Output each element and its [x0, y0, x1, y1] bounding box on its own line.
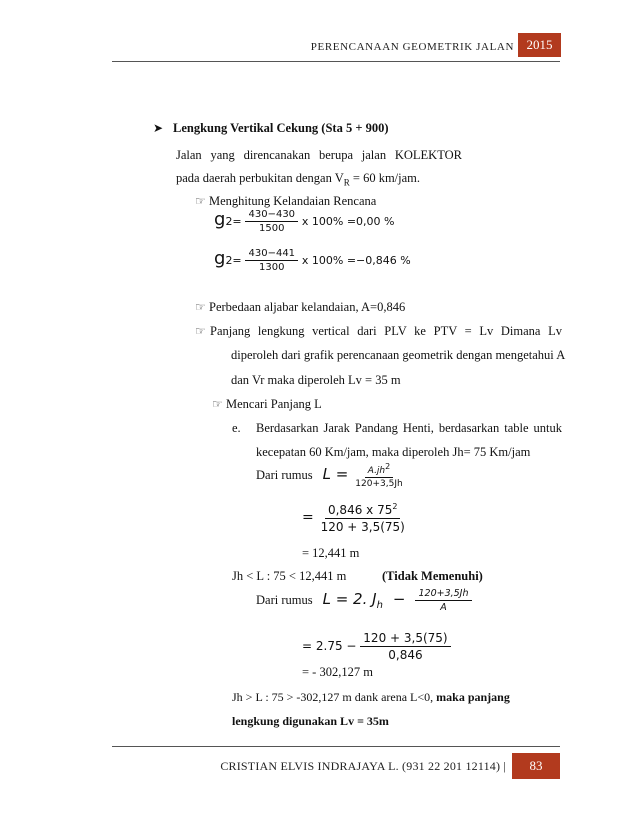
header-divider: [112, 61, 560, 62]
pointing-hand-icon: ☞: [195, 194, 206, 208]
formula-l-5: = 2.75 − $\frac{120 + 3,5(75)}{0,846}$: [302, 631, 451, 662]
formula-g-1: g2= $\frac{430-430}{1500}$ x 100% =0,00 %: [214, 209, 395, 234]
pointing-hand-icon: ☞: [195, 300, 206, 314]
footer-author: CRISTIAN ELVIS INDRAJAYA L. (931 22 201 12114) |: [220, 759, 506, 773]
header-title: PERENCANAAN GEOMETRIK JALAN: [310, 41, 514, 53]
page-number-badge: 83: [512, 753, 560, 779]
formula-l-3: = 12,441 m: [302, 546, 360, 560]
formula-l-2: = $\frac{0,846 x 75^2}{120 + 3,5(75)}$: [302, 502, 405, 534]
item-mencari-l: ☞ Mencari Panjang L: [212, 397, 322, 411]
section-heading-row: [153, 121, 389, 136]
part-e-line-2: kecepatan 60 Km/jam, maka diperoleh Jh= 75 Km/jam: [256, 445, 531, 459]
intro-line-1: Jalan yang direncanakan berupa jalan KOLEKTOR: [176, 148, 462, 162]
part-e-letter: e.: [232, 421, 241, 435]
footer-divider: [112, 746, 560, 747]
arrow-bullet-icon: ➤: [153, 121, 164, 135]
pointing-hand-icon: ☞: [212, 397, 223, 411]
item-panjang-lengkung: [195, 324, 209, 339]
item-perbedaan: ☞ Perbedaan aljabar kelandaian, A=0,846: [195, 300, 406, 314]
section-heading: Lengkung Vertikal Cekung (Sta 5 + 900): [173, 121, 389, 135]
part-e-line-1: Berdasarkan Jarak Pandang Henti, berdasarkan table untuk: [256, 421, 562, 435]
item-panjang-line-3: dan Vr maka diperoleh Lv = 35 m: [231, 373, 401, 387]
conclusion: lengkung digunakan Lv = 35m: [232, 714, 389, 728]
comparison-1: Jh < L : 75 < 12,441 m: [232, 569, 347, 583]
formula-g-2: g2= $\frac{430-441}{1300}$ x 100% =−0,846 %: [214, 248, 411, 273]
formula-l-6: = - 302,127 m: [302, 665, 373, 679]
intro-line-2: pada daerah perbukitan dengan $V_R = 60$ km/jam.: [176, 171, 421, 188]
formula-l-1: Dari rumus L = $\frac{A.jh^2}{120+3,5Jh}$: [256, 462, 403, 489]
formula-l-4: Dari rumus L = 2. $J_h$ − $\frac{120+3,5Jh}{A}$: [256, 588, 472, 613]
header-year-badge: 2015: [518, 33, 561, 57]
item-panjang-line-1: Panjang lengkung vertical dari PLV ke PTV = Lv Dimana Lv: [210, 324, 562, 338]
item-panjang-line-2: diperoleh dari grafik perencanaan geometrik dengan mengetahui A: [231, 348, 566, 362]
item-kelandaian: ☞ Menghitung Kelandaian Rencana: [195, 194, 377, 208]
comparison-1-result: (Tidak Memenuhi): [382, 569, 483, 583]
pointing-hand-icon: ☞: [195, 324, 206, 338]
comparison-2: Jh > L : 75 > -302,127 m dank arena L<0, maka panjang: [232, 690, 510, 704]
